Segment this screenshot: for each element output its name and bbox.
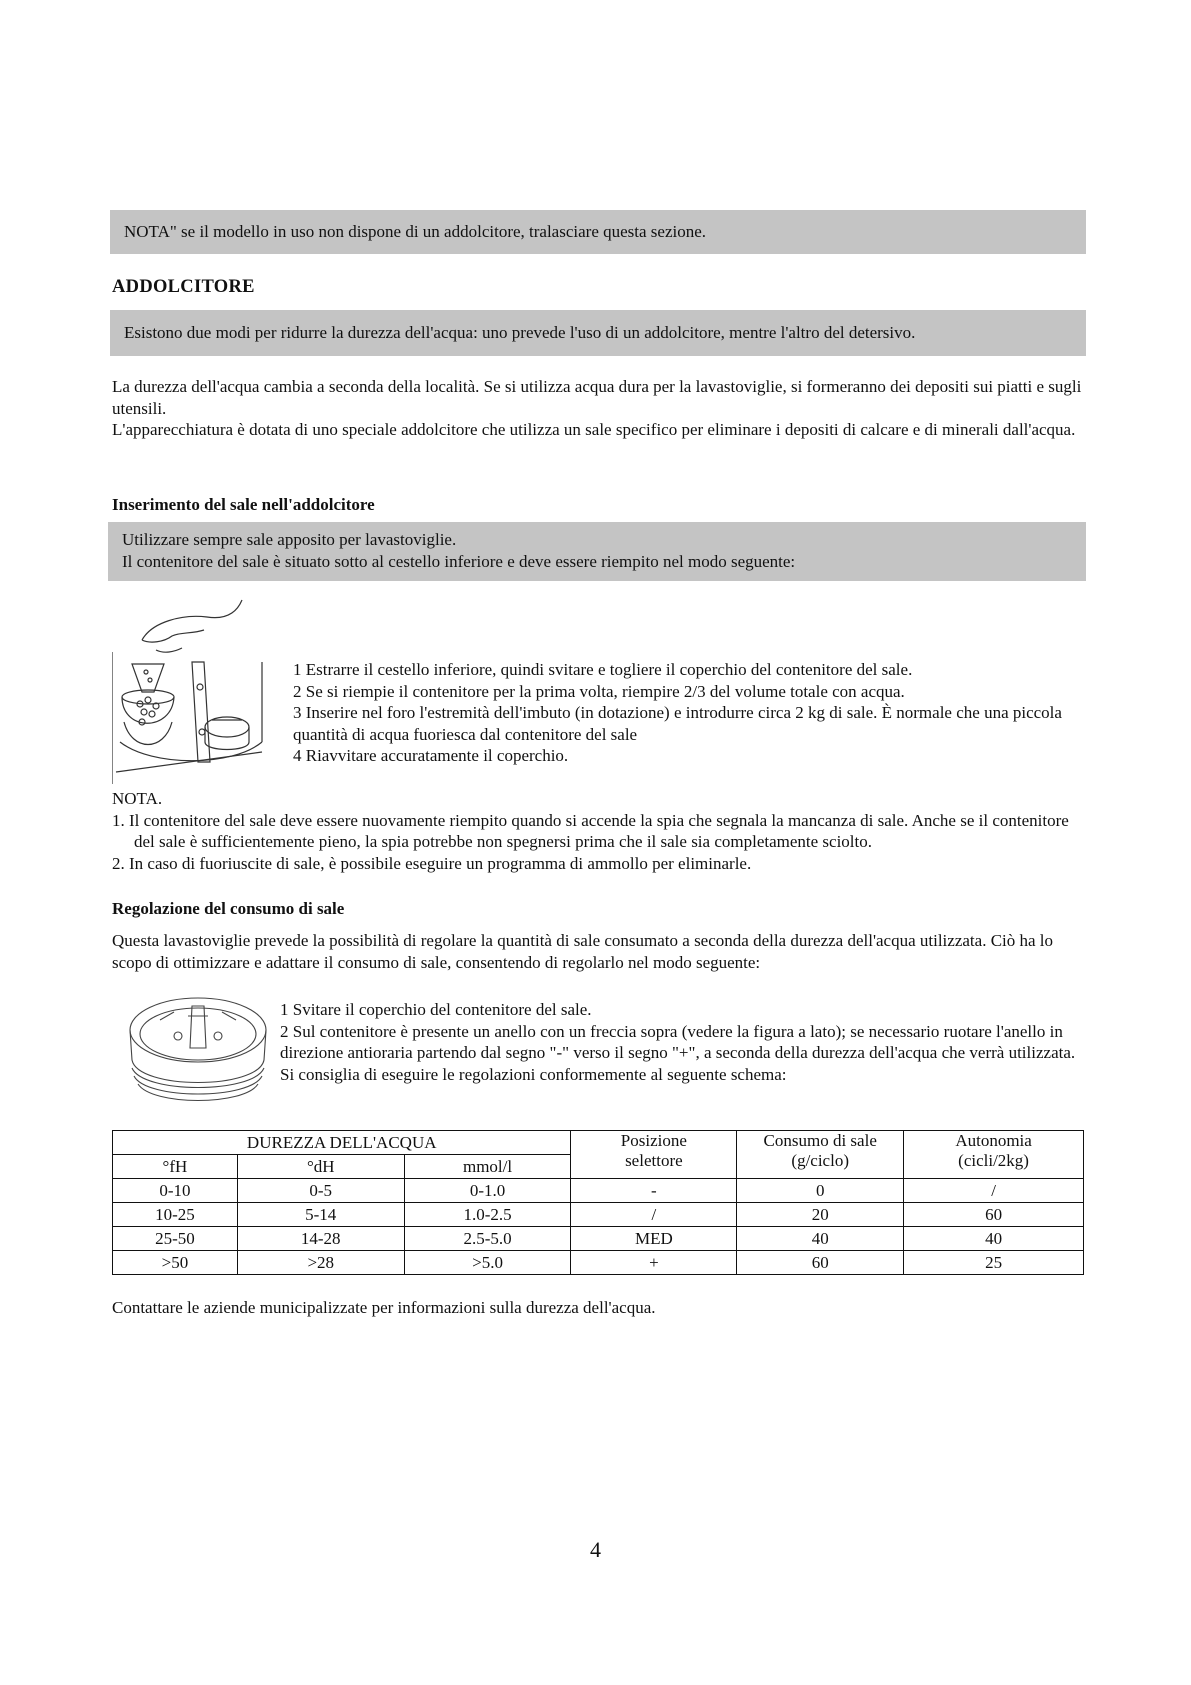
header-autonomy-line-1: Autonomia xyxy=(955,1131,1032,1150)
header-salt-consumption xyxy=(737,1131,904,1179)
salt-steps xyxy=(293,659,1089,767)
salt-ring-illustration xyxy=(118,990,278,1110)
paragraph-block xyxy=(112,376,1092,441)
regulation-step-2: 2 Sul contenitore è presente un anello con un freccia sopra (vedere la figura a lato); se necessario ruotare l'anello in direzione antioraria partendo dal segno "-" verso il segno "+", a seconda della durezza dell'acqua che verrà utilizzata. Si consiglia di eseguire le regolazioni conformemente al seguente schema: xyxy=(280,1021,1076,1084)
cell-autonomy: 40 xyxy=(904,1227,1084,1251)
regulation-step-1: 1 Svitare il coperchio del contenitore del sale. xyxy=(280,1000,592,1019)
cell-consumption: 20 xyxy=(737,1203,904,1227)
salt-step-3: 3 Inserire nel foro l'estremità dell'imbuto (in dotazione) e introdurre circa 2 kg di sale. È normale che una piccola quantità di acqua fuoriesca dal contenitore del sale xyxy=(293,703,1062,744)
salt-filling-illustration xyxy=(112,592,284,784)
header-fh: °fH xyxy=(113,1155,238,1179)
cell-mmol: >5.0 xyxy=(404,1251,571,1275)
footer-note: Contattare le aziende municipalizzate per informazioni sulla durezza dell'acqua. xyxy=(112,1298,656,1317)
salt-step-2: 2 Se si riempie il contenitore per la prima volta, riempire 2/3 del volume totale con acqua. xyxy=(293,681,905,701)
cell-position: MED xyxy=(571,1227,737,1251)
cell-autonomy: 25 xyxy=(904,1251,1084,1275)
salt-section-heading: Inserimento del sale nell'addolcitore xyxy=(112,495,375,514)
cell-position: / xyxy=(571,1203,737,1227)
cell-fh: >50 xyxy=(113,1251,238,1275)
header-dh: °dH xyxy=(237,1155,404,1179)
cell-autonomy: / xyxy=(904,1179,1084,1203)
cell-fh: 25-50 xyxy=(113,1227,238,1251)
section-title: ADDOLCITORE xyxy=(112,277,255,297)
salt-info-box xyxy=(108,522,1086,581)
cell-dh: 5-14 xyxy=(237,1203,404,1227)
cell-consumption: 40 xyxy=(737,1227,904,1251)
table-row xyxy=(113,1179,1084,1203)
table-row xyxy=(113,1251,1084,1275)
salt-step-1: 1 Estrarre il cestello inferiore, quindi svitare e togliere il coperchio del contenitore del sale. xyxy=(293,660,913,679)
regulation-section-heading: Regolazione del consumo di sale xyxy=(112,899,345,918)
header-autonomy xyxy=(904,1131,1084,1179)
header-salt-consumption-line-2: (g/ciclo) xyxy=(791,1151,849,1170)
salt-nota-item-2: 2. In caso di fuoriuscite di sale, è possibile eseguire un programma di ammollo per eliminarle. xyxy=(112,853,752,873)
cell-consumption: 0 xyxy=(737,1179,904,1203)
regulation-steps xyxy=(280,999,1090,1085)
regulation-intro: Questa lavastoviglie prevede la possibilità di regolare la quantità di sale consumato a seconda della durezza dell'acqua utilizzata. Ciò ha lo scopo di ottimizzare e adattare il consumo di sale, consentendo di regolarlo nel modo seguente: xyxy=(112,931,1054,972)
salt-nota xyxy=(112,788,1092,874)
paragraph-softener: L'apparecchiatura è dotata di uno speciale addolcitore che utilizza un sale specifico per eliminare i depositi di calcare e di minerali dall'acqua. xyxy=(112,420,1076,439)
header-selector-position-line-1: Posizione xyxy=(620,1131,687,1150)
cell-consumption: 60 xyxy=(737,1251,904,1275)
intro-box xyxy=(110,310,1086,356)
note-top-box xyxy=(110,210,1086,254)
header-selector-position xyxy=(571,1131,737,1179)
header-selector-position-line-2: selettore xyxy=(625,1151,683,1170)
salt-nota-label: NOTA. xyxy=(112,789,163,808)
paragraph-hardness: La durezza dell'acqua cambia a seconda della località. Se si utilizza acqua dura per la lavastoviglie, si formeranno dei depositi sui piatti e sugli utensili. xyxy=(112,377,1082,418)
salt-info-line-1: Utilizzare sempre sale apposito per lavastoviglie. xyxy=(122,530,457,549)
intro-box-text: Esistono due modi per ridurre la durezza dell'acqua: uno prevede l'uso di un addolcitore, mentre l'altro del detersivo. xyxy=(124,323,916,342)
table-row xyxy=(113,1227,1084,1251)
salt-nota-item-1: 1. Il contenitore del sale deve essere nuovamente riempito quando si accende la spia che segnala la mancanza di sale. Anche se il contenitore del sale è sufficientemente pieno, la spia potrebbe non spegnersi prima che il sale sia completamente sciolto. xyxy=(112,810,1069,851)
header-salt-consumption-line-1: Consumo di sale xyxy=(763,1131,877,1150)
water-hardness-table xyxy=(112,1130,1084,1275)
header-water-hardness: DUREZZA DELL'ACQUA xyxy=(113,1131,571,1155)
header-autonomy-line-2: (cicli/2kg) xyxy=(958,1151,1029,1170)
cell-position: - xyxy=(571,1179,737,1203)
cell-dh: >28 xyxy=(237,1251,404,1275)
page-number: 4 xyxy=(590,1537,601,1562)
cell-dh: 0-5 xyxy=(237,1179,404,1203)
table-row xyxy=(113,1203,1084,1227)
note-top-text: NOTA" se il modello in uso non dispone di un addolcitore, tralasciare questa sezione. xyxy=(124,222,707,241)
salt-info-line-2: Il contenitore del sale è situato sotto al cestello inferiore e deve essere riempito nel modo seguente: xyxy=(122,551,796,571)
cell-position: + xyxy=(571,1251,737,1275)
cell-mmol: 0-1.0 xyxy=(404,1179,571,1203)
cell-autonomy: 60 xyxy=(904,1203,1084,1227)
cell-mmol: 1.0-2.5 xyxy=(404,1203,571,1227)
cell-fh: 0-10 xyxy=(113,1179,238,1203)
cell-dh: 14-28 xyxy=(237,1227,404,1251)
table-header-row xyxy=(113,1131,1084,1155)
cell-fh: 10-25 xyxy=(113,1203,238,1227)
cell-mmol: 2.5-5.0 xyxy=(404,1227,571,1251)
salt-step-4: 4 Riavvitare accuratamente il coperchio. xyxy=(293,746,569,765)
header-mmol: mmol/l xyxy=(404,1155,571,1179)
